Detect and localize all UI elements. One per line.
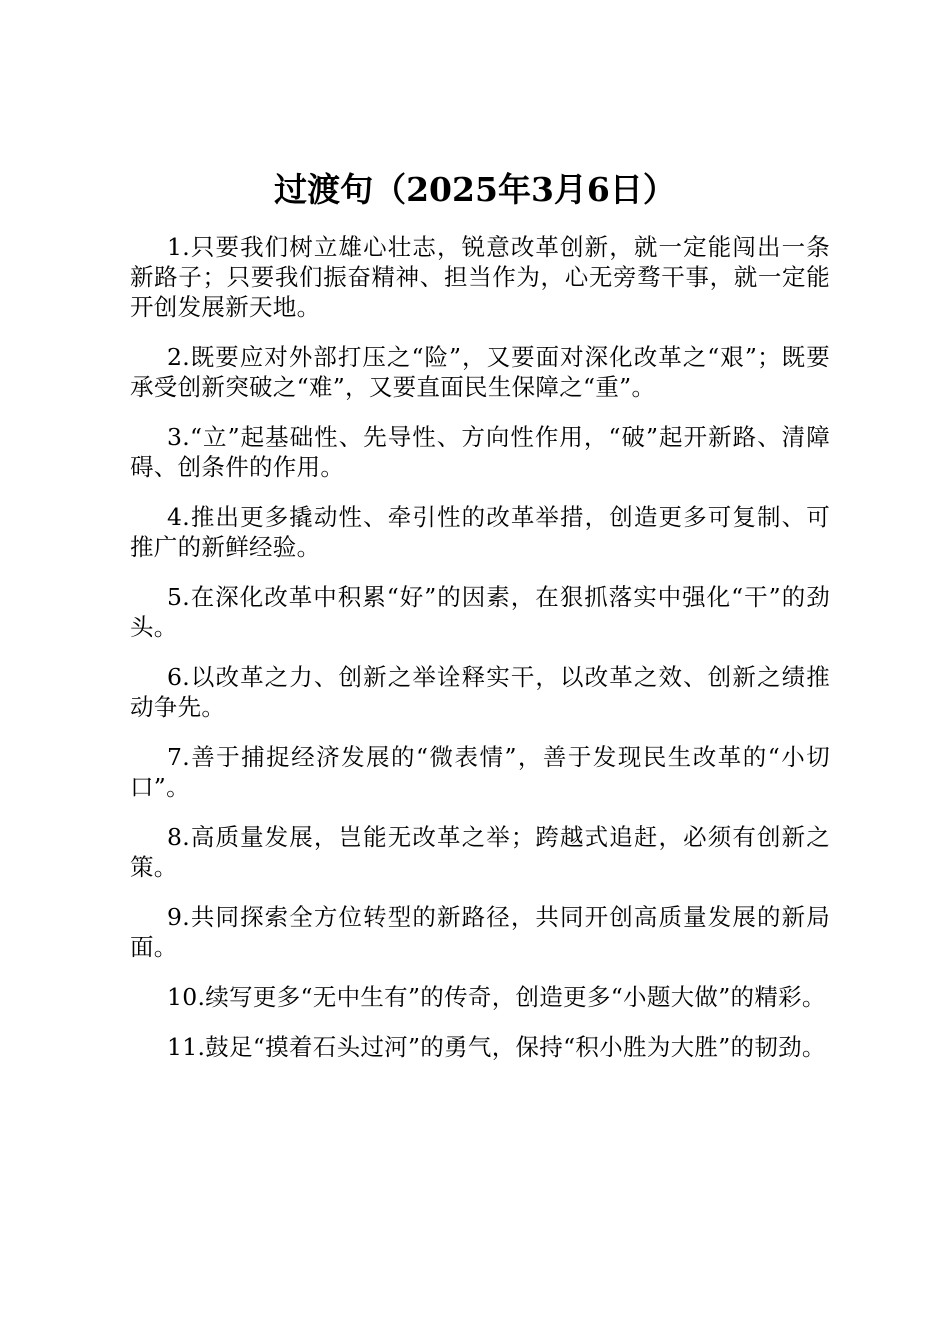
paragraph-4: 4.推出更多撬动性、牵引性的改革举措，创造更多可复制、可推广的新鲜经验。 <box>130 503 830 561</box>
paragraph-5: 5.在深化改革中积累“好”的因素，在狠抓落实中强化“干”的劲头。 <box>130 583 830 641</box>
title-prefix: 过渡句（ <box>274 170 407 209</box>
paragraph-2: 2.既要应对外部打压之“险”，又要面对深化改革之“艰”；既要承受创新突破之“难”，又要直面民生保障之“重”。 <box>130 343 830 401</box>
title-yue: 月 <box>553 170 587 209</box>
paragraph-10: 10.续写更多“无中生有”的传奇，创造更多“小题大做”的精彩。 <box>167 983 826 1011</box>
title-day: 6 <box>586 170 610 209</box>
document-body <box>130 232 830 1082</box>
title-month: 3 <box>530 170 554 209</box>
title-suffix: 日） <box>609 170 676 209</box>
title-year: 2025 <box>406 170 498 209</box>
paragraph-7: 7.善于捕捉经济发展的“微表情”，善于发现民生改革的“小切口”。 <box>130 743 830 801</box>
document-title <box>0 168 950 212</box>
paragraph-3: 3.“立”起基础性、先导性、方向性作用，“破”起开新路、清障碍、创条件的作用。 <box>130 423 830 481</box>
paragraph-6: 6.以改革之力、创新之举诠释实干，以改革之效、创新之绩推动争先。 <box>130 663 830 721</box>
title-nian: 年 <box>497 170 531 209</box>
paragraph-11: 11.鼓足“摸着石头过河”的勇气，保持“积小胜为大胜”的韧劲。 <box>167 1033 826 1061</box>
paragraph-1: 1.只要我们树立雄心壮志，锐意改革创新，就一定能闯出一条新路子；只要我们振奋精神、担当作为，心无旁骛干事，就一定能开创发展新天地。 <box>130 233 830 321</box>
paragraph-8: 8.高质量发展，岂能无改革之举；跨越式追赶，必须有创新之策。 <box>130 823 830 881</box>
paragraph-9: 9.共同探索全方位转型的新路径，共同开创高质量发展的新局面。 <box>130 903 830 961</box>
